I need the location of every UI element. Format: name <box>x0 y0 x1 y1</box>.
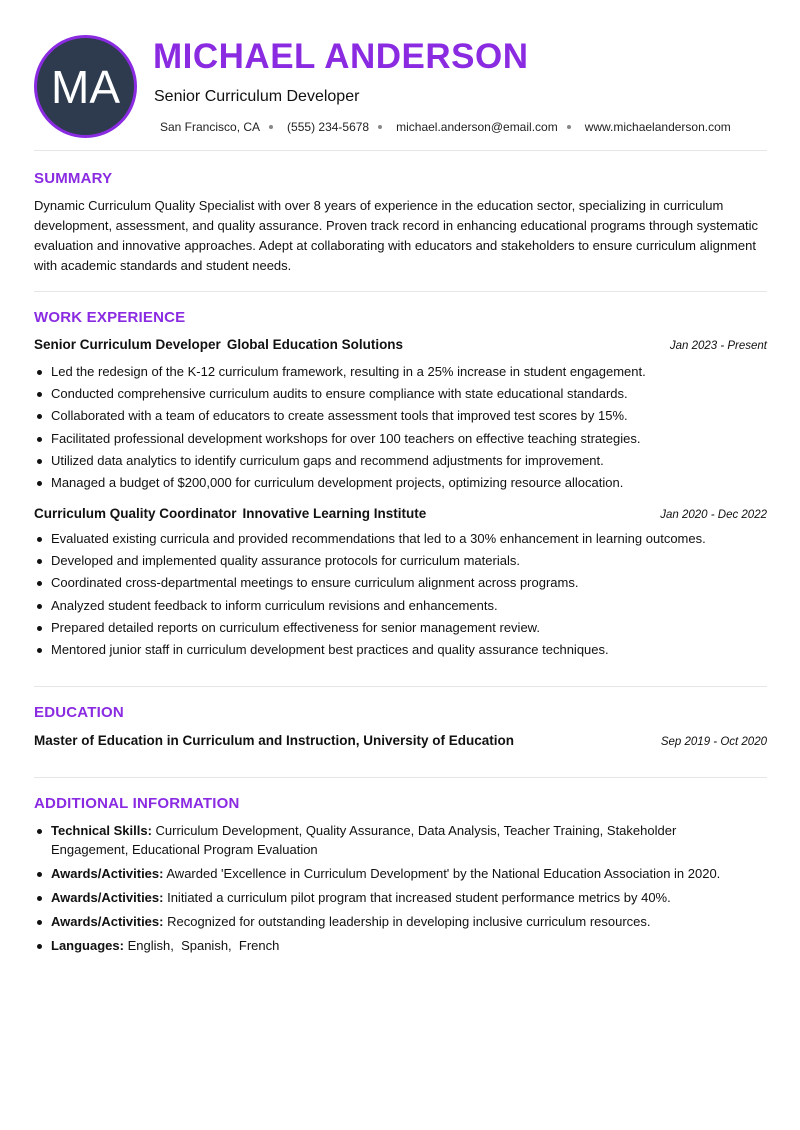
item-label: Awards/Activities: <box>51 890 164 905</box>
contact-website[interactable]: www.michaelanderson.com <box>584 120 731 134</box>
bullet-separator-icon <box>567 125 571 129</box>
degree: Master of Education in Curriculum and Instruction, University of Education <box>34 733 515 748</box>
list-item: Mentored junior staff in curriculum development best practices and quality assurance techniques. <box>34 639 774 661</box>
job-bullets <box>34 528 774 661</box>
job-company: Global Education Solutions <box>226 337 404 352</box>
list-item <box>34 912 734 931</box>
section-heading-education: EDUCATION <box>34 704 124 721</box>
list-item: Managed a budget of $200,000 for curriculum development projects, optimizing resource allocation. <box>34 472 774 494</box>
candidate-name: MICHAEL ANDERSON <box>153 37 529 76</box>
additional-list <box>34 821 734 960</box>
divider <box>34 150 767 151</box>
education-date: Sep 2019 - Oct 2020 <box>660 736 767 748</box>
list-item <box>34 821 734 859</box>
bullet-separator-icon <box>269 125 273 129</box>
contact-email[interactable]: michael.anderson@email.com <box>396 120 558 134</box>
job-bullets <box>34 361 774 494</box>
divider <box>34 291 767 292</box>
list-item: Led the redesign of the K-12 curriculum framework, resulting in a 25% increase in student engagement. <box>34 361 774 383</box>
job-date: Jan 2023 - Present <box>669 340 767 352</box>
list-item: Prepared detailed reports on curriculum effectiveness for senior management review. <box>34 617 774 639</box>
contact-phone: (555) 234-5678 <box>287 120 370 134</box>
list-item: Evaluated existing curricula and provided recommendations that led to a 30% enhancement in learning outcomes. <box>34 528 774 550</box>
list-item: Utilized data analytics to identify curriculum gaps and recommend adjustments for improvement. <box>34 450 774 472</box>
list-item: Collaborated with a team of educators to create assessment tools that improved test scores by 15%. <box>34 405 774 427</box>
avatar <box>34 35 137 138</box>
job-header <box>34 337 767 352</box>
avatar-initials: MA <box>51 60 120 113</box>
item-label: Awards/Activities: <box>51 866 164 881</box>
list-item: Analyzed student feedback to inform curriculum revisions and enhancements. <box>34 595 774 617</box>
job-company: Innovative Learning Institute <box>242 506 427 521</box>
item-label: Technical Skills: <box>51 823 152 838</box>
job-role: Senior Curriculum Developer <box>34 337 221 352</box>
list-item <box>34 936 734 955</box>
divider <box>34 777 767 778</box>
list-item <box>34 864 774 883</box>
item-text: English, Spanish, French <box>127 938 280 953</box>
list-item: Conducted comprehensive curriculum audits to ensure compliance with state educational standards. <box>34 383 774 405</box>
section-heading-summary: SUMMARY <box>34 170 113 187</box>
item-label: Awards/Activities: <box>51 914 164 929</box>
contact-info <box>160 120 731 134</box>
list-item <box>34 888 734 907</box>
section-heading-experience: WORK EXPERIENCE <box>34 309 186 326</box>
divider <box>34 686 767 687</box>
job-title: Senior Curriculum Developer <box>154 88 360 105</box>
job-role: Curriculum Quality Coordinator <box>34 506 237 521</box>
job-date: Jan 2020 - Dec 2022 <box>660 509 767 521</box>
item-text: Recognized for outstanding leadership in developing inclusive curriculum resources. <box>167 914 651 929</box>
list-item: Facilitated professional development workshops for over 100 teachers on effective teaching strategies. <box>34 428 774 450</box>
education-entry <box>34 733 767 748</box>
list-item: Developed and implemented quality assurance protocols for curriculum materials. <box>34 550 774 572</box>
summary-text: Dynamic Curriculum Quality Specialist with over 8 years of experience in the education sector, specializing in curriculum development, assessment, and quality assurance. Proven track record in enhancing educational programs through systematic evaluation and innovative approaches. Adept at collaborating with educators and stakeholders to ensure curriculum alignment with academic standards and student needs. <box>34 198 759 273</box>
item-text: Initiated a curriculum pilot program that increased student performance metrics by 40%. <box>167 890 671 905</box>
contact-location: San Francisco, CA <box>160 120 261 134</box>
bullet-separator-icon <box>378 125 382 129</box>
section-heading-additional: ADDITIONAL INFORMATION <box>34 795 240 812</box>
item-text: Awarded 'Excellence in Curriculum Development' by the National Education Association in 2020. <box>166 866 721 881</box>
list-item: Coordinated cross-departmental meetings to ensure curriculum alignment across programs. <box>34 572 774 594</box>
item-label: Languages: <box>51 938 124 953</box>
item-text: Curriculum Development, Quality Assurance, Data Analysis, Teacher Training, Stakeholder Engagement, Educational Program Evaluation <box>51 823 677 857</box>
job-header <box>34 506 767 521</box>
